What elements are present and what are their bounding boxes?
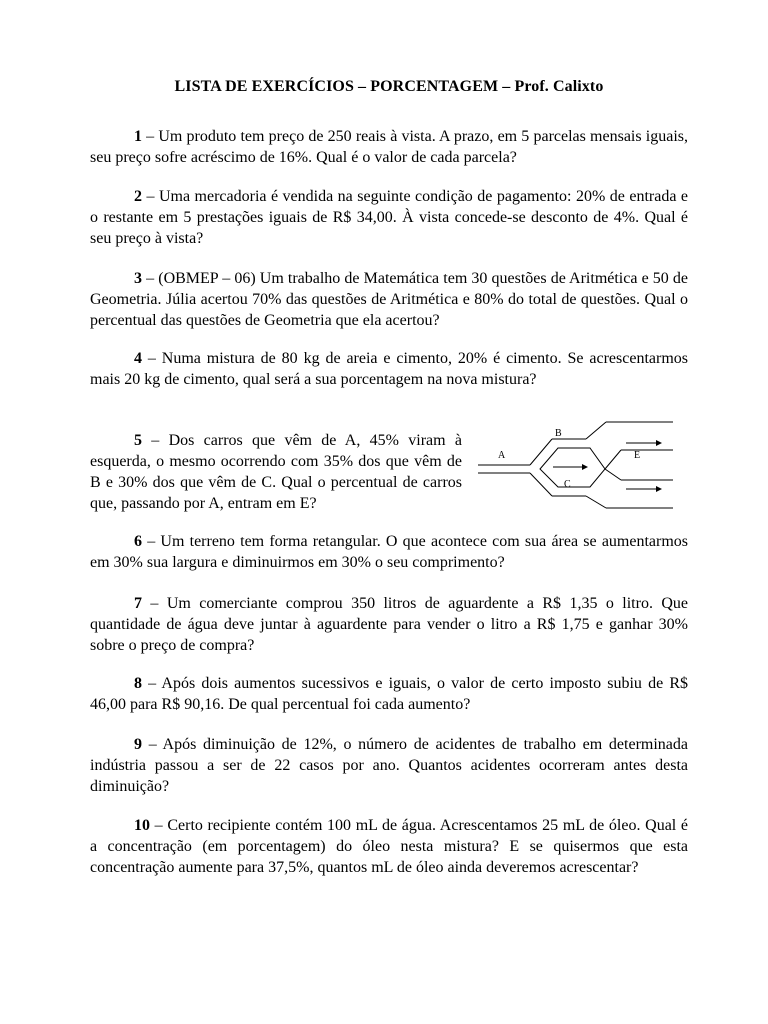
label-b: B	[555, 428, 562, 439]
question-4	[90, 348, 688, 390]
question-number: 3	[134, 270, 142, 287]
question-number: 6	[134, 533, 142, 550]
arrow-center-head	[582, 464, 588, 470]
arrow-bottom-head	[656, 486, 662, 492]
road-b-outer-left	[530, 439, 552, 465]
question-text: Um comerciante comprou 350 litros de aguardente a R$ 1,35 o litro. Que quantidade de água deve juntar à aguardente para vender o litro a R$ 1,75 e ganhar 30% sobre o preço de compra?	[90, 595, 688, 654]
road-e-upper-link	[605, 450, 621, 469]
question-separator: –	[142, 350, 162, 367]
question-text: Um terreno tem forma retangular. O que acontece com sua área se aumentarmos em 30% sua largura e diminuirmos em 30% o seu comprimento?	[90, 533, 689, 571]
question-separator: –	[142, 128, 159, 145]
question-separator: –	[142, 736, 163, 753]
road-e-lower-link	[605, 469, 621, 480]
label-a: A	[498, 450, 506, 461]
road-c-outer-left	[530, 473, 552, 496]
question-text: Certo recipiente contém 100 mL de água. Acrescentamos 25 mL de óleo. Qual é a concentração (em porcentagem) do óleo nesta mistura? E se quisermos que esta concentração aumente para 37,5%, quantos mL de óleo ainda deveremos acrescentar?	[90, 817, 689, 876]
label-c: C	[564, 479, 571, 490]
question-5	[90, 430, 462, 514]
question-text: Uma mercadoria é vendida na seguinte condição de pagamento: 20% de entrada e o restante em 5 prestações iguais de R$ 34,00. À vista concede-se desconto de 4%. Qual é seu preço à vista?	[90, 188, 688, 247]
road-b-outer-right	[586, 422, 606, 439]
question-number: 9	[134, 736, 142, 753]
question-separator: –	[142, 675, 162, 692]
question-separator: –	[142, 188, 159, 205]
question-number: 4	[134, 350, 142, 367]
question-9	[90, 734, 688, 797]
question-text: (OBMEP – 06) Um trabalho de Matemática tem 30 questões de Aritmética e 50 de Geometria. Júlia acertou 70% das questões de Aritmética e 80% do total de questões. Qual o percentual das questões de Geometria que ela acertou?	[90, 270, 689, 329]
question-separator: –	[142, 270, 159, 287]
question-text: Após diminuição de 12%, o número de acidentes de trabalho em determinada indústria passou a ser de 22 casos por ano. Quantos acidentes ocorreram antes desta diminuição?	[90, 736, 688, 795]
question-text: Dos carros que vêm de A, 45% viram à esquerda, o mesmo ocorrendo com 35% dos que vêm de B e 30% dos que vêm de C. Qual o percentual de carros que, passando por A, entram em E?	[90, 432, 462, 512]
question-1	[90, 126, 688, 168]
question-10	[90, 815, 688, 878]
question-number: 1	[134, 128, 142, 145]
question-number: 8	[134, 675, 142, 692]
question-separator: –	[150, 817, 168, 834]
question-number: 10	[134, 817, 150, 834]
question-separator: –	[142, 533, 161, 550]
road-c-outer-right	[586, 496, 606, 508]
arrow-top-head	[656, 440, 662, 446]
question-7	[90, 593, 688, 656]
question-number: 2	[134, 188, 142, 205]
question-6	[90, 531, 688, 573]
label-e: E	[634, 450, 641, 461]
question-2	[90, 186, 688, 249]
question-3	[90, 268, 688, 331]
road-junction-svg	[478, 420, 678, 510]
question-text: Após dois aumentos sucessivos e iguais, o valor de certo imposto subiu de R$ 46,00 para R$ 90,16. De qual percentual foi cada aumento?	[90, 675, 688, 713]
question-8	[90, 673, 688, 715]
page-title: LISTA DE EXERCÍCIOS – PORCENTAGEM – Prof. Calixto	[174, 78, 604, 95]
question-separator: –	[142, 432, 169, 449]
question-separator: –	[142, 595, 167, 612]
question-number: 5	[134, 432, 142, 449]
road-junction-diagram	[478, 420, 678, 510]
question-text: Numa mistura de 80 kg de areia e cimento, 20% é cimento. Se acrescentarmos mais 20 kg de cimento, qual será a sua porcentagem na nova mistura?	[90, 350, 689, 388]
question-number: 7	[134, 595, 142, 612]
question-text: Um produto tem preço de 250 reais à vista. A prazo, em 5 parcelas mensais iguais, seu preço sofre acréscimo de 16%. Qual é o valor de cada parcela?	[90, 128, 688, 166]
